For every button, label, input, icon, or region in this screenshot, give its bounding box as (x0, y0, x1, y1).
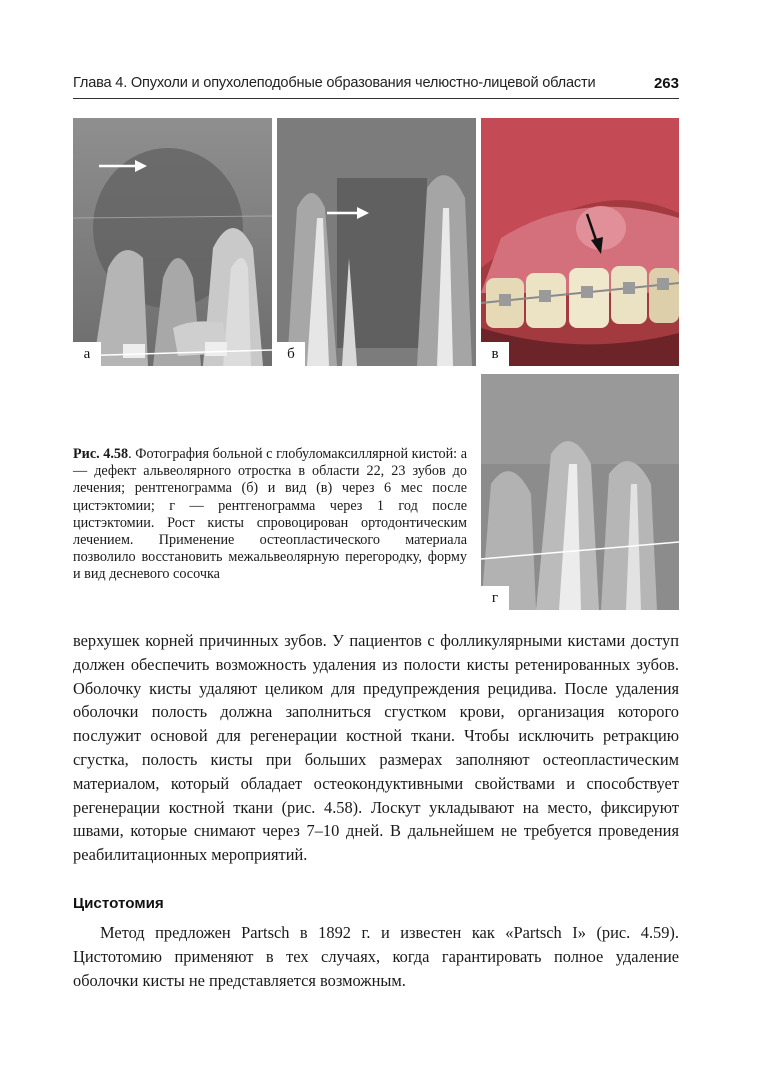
figure-panel-b (277, 118, 476, 366)
figure-caption (73, 446, 467, 584)
running-header (73, 75, 679, 97)
figure-panel-c (481, 118, 679, 366)
body-paragraph: Метод предложен Partsch в 1892 г. и известен как «Partsch I» (рис. 4.59). Цистотомию применяют в тех случаях, когда гарантировать полное удаление оболочки кисты не представляется возможным. (73, 923, 679, 990)
panel-label-a: а (73, 342, 101, 366)
xray-image-b (277, 118, 476, 366)
page-number: 263 (653, 75, 679, 92)
xray-image-d (481, 374, 679, 610)
xray-image-a (73, 118, 272, 366)
panel-label-b: б (277, 342, 305, 366)
body-paragraph: верхушек корней причинных зубов. У пациентов с фолликулярными кистами доступ должен обеспечить возможность удаления из полости кисты ретенированных зубов. Оболочку кисты удаляют целиком для предупреждения рецидива. После удаления оболочки полость должна заполниться сгустком крови, организация которого послужит основой для регенерации костной ткани. Чтобы исключить ретракцию сгустка, полость кисты при больших размерах заполняют остеопластическим материалом, который обладает остеокондуктивными свойствами и способствует регенерации костной ткани (рис. 4.58). Лоскут укладывают на место, фиксируют швами, которые снимают через 7–10 дней. В дальнейшем не требуется проведения реабилитационных мероприятий. (73, 631, 679, 865)
section-heading: Цистотомия (73, 895, 164, 912)
figure-number: Рис. 4.58 (73, 446, 129, 462)
header-rule (73, 98, 679, 99)
panel-label-c: в (481, 342, 509, 366)
figure-panel-a (73, 118, 272, 366)
figure-panel-d (481, 374, 679, 610)
caption-text: . Фотография больной с глобуломаксиллярной кистой: а — дефект альвеолярного отростка в области 22, 23 зубов до лечения; рентгенограмма (б) и вид (в) через 6 мес после цистэктомии; г — рентгенограмма через 1 год после цистэктомии. Рост кисты спровоцирован ортодонтическим лечением. Применение остеопластического материала позволило восстановить межальвеолярную перегородку, форму и вид десневого сосочка (73, 446, 468, 583)
panel-label-d: г (481, 586, 509, 610)
clinical-photo-c (481, 118, 679, 366)
running-title: Глава 4. Опухоли и опухолеподобные образования челюстно-лицевой области (73, 75, 596, 91)
